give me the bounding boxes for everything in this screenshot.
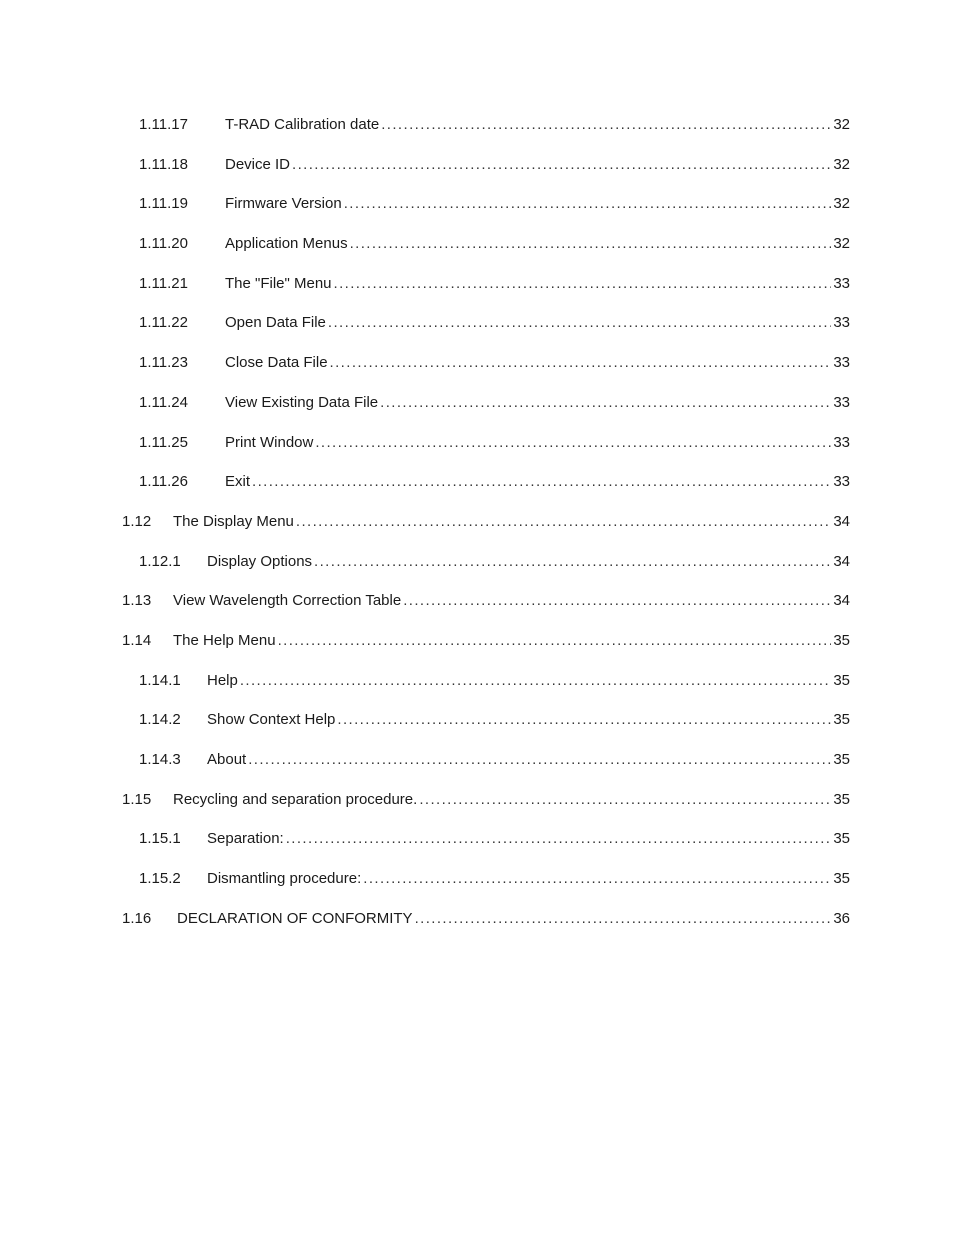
toc-entry-page-number[interactable]: 35 (831, 824, 850, 854)
toc-entry[interactable] (0, 467, 954, 507)
toc-entry-number: 1.12 (122, 512, 152, 530)
toc-dot-leader (334, 269, 850, 299)
toc-entry-leader (173, 507, 850, 537)
toc-entry[interactable] (0, 824, 954, 864)
toc-entry-leader (207, 666, 850, 696)
toc-entry-leader (207, 864, 850, 894)
toc-entry-number: 1.11.23 (139, 354, 188, 372)
toc-entry-page-number[interactable]: 33 (831, 428, 850, 458)
toc-entry[interactable] (0, 388, 954, 428)
table-of-contents (0, 110, 954, 943)
toc-dot-leader (252, 467, 850, 497)
toc-entry-number: 1.11.19 (139, 195, 188, 213)
toc-entry-leader (173, 586, 850, 616)
toc-entry-title[interactable]: Help (207, 666, 240, 696)
toc-entry-number: 1.11.20 (139, 235, 188, 253)
toc-entry-title[interactable]: The "File" Menu (225, 269, 334, 299)
toc-entry-page-number[interactable]: 32 (831, 189, 850, 219)
toc-entry-page-number[interactable]: 33 (831, 269, 850, 299)
toc-dot-leader (315, 428, 850, 458)
toc-entry-title[interactable]: Application Menus (225, 229, 350, 259)
toc-entry-number: 1.11.25 (139, 433, 188, 451)
toc-entry-number: 1.14.3 (139, 751, 181, 768)
toc-entry-number: 1.11.22 (139, 314, 188, 332)
toc-entry-leader (173, 785, 850, 815)
toc-entry-number: 1.15 (122, 790, 152, 808)
toc-entry[interactable] (0, 428, 954, 468)
toc-entry-page-number[interactable]: 35 (831, 705, 850, 735)
toc-entry-title[interactable]: Firmware Version (225, 189, 344, 219)
toc-entry-leader (225, 348, 850, 378)
toc-entry-page-number[interactable]: 32 (831, 110, 850, 140)
toc-entry[interactable] (0, 308, 954, 348)
toc-entry[interactable] (0, 785, 954, 825)
toc-entry-number: 1.13 (122, 592, 152, 610)
toc-dot-leader (419, 785, 850, 815)
toc-entry-title[interactable]: Print Window (225, 428, 315, 458)
toc-entry-page-number[interactable]: 35 (831, 864, 850, 894)
toc-dot-leader (344, 189, 850, 219)
toc-entry-title[interactable]: Exit (225, 467, 252, 497)
toc-entry-title[interactable]: About (207, 745, 248, 775)
toc-entry[interactable] (0, 150, 954, 190)
toc-entry-number: 1.16 (122, 909, 152, 927)
toc-entry-leader (207, 745, 850, 775)
toc-dot-leader (415, 904, 850, 934)
toc-entry-leader (225, 269, 850, 299)
toc-entry-page-number[interactable]: 32 (831, 229, 850, 259)
toc-dot-leader (330, 348, 850, 378)
toc-entry-leader (225, 229, 850, 259)
toc-entry-leader (173, 626, 850, 656)
toc-entry-leader (225, 388, 850, 418)
toc-entry-page-number[interactable]: 33 (831, 388, 850, 418)
toc-entry-number: 1.14.1 (139, 671, 181, 689)
toc-dot-leader (314, 547, 850, 577)
toc-dot-leader (328, 308, 850, 338)
toc-entry-title[interactable]: DECLARATION OF CONFORMITY (177, 904, 415, 934)
toc-entry-leader (177, 904, 850, 934)
toc-entry-page-number[interactable]: 35 (831, 785, 850, 815)
toc-entry[interactable] (0, 586, 954, 626)
toc-entry-title[interactable]: The Help Menu (173, 626, 278, 656)
toc-entry-page-number[interactable]: 33 (831, 467, 850, 497)
toc-entry-page-number[interactable]: 35 (831, 626, 850, 656)
toc-entry-page-number[interactable]: 35 (831, 745, 850, 775)
toc-entry-title[interactable]: The Display Menu (173, 507, 296, 537)
toc-entry-title[interactable]: Close Data File (225, 348, 330, 378)
toc-entry[interactable] (0, 348, 954, 388)
toc-entry[interactable] (0, 507, 954, 547)
toc-entry[interactable] (0, 864, 954, 904)
toc-dot-leader (363, 864, 850, 894)
toc-entry-title[interactable]: T-RAD Calibration date (225, 110, 381, 140)
toc-entry[interactable] (0, 705, 954, 745)
toc-entry-number: 1.14.2 (139, 711, 181, 729)
toc-entry[interactable] (0, 666, 954, 706)
toc-dot-leader (350, 229, 850, 259)
toc-entry[interactable] (0, 110, 954, 150)
toc-entry[interactable] (0, 269, 954, 309)
toc-entry-page-number[interactable]: 32 (831, 150, 850, 180)
toc-entry-number: 1.11.17 (139, 116, 188, 133)
toc-entry-leader (207, 547, 850, 577)
toc-entry-number: 1.15.2 (139, 870, 181, 888)
toc-entry-title[interactable]: View Existing Data File (225, 388, 380, 418)
toc-dot-leader (292, 150, 850, 180)
toc-entry-page-number[interactable]: 34 (831, 586, 850, 616)
toc-entry-title[interactable]: Recycling and separation procedure. (173, 785, 419, 815)
toc-entry-page-number[interactable]: 33 (831, 348, 850, 378)
toc-entry-title[interactable]: Separation: (207, 824, 286, 854)
toc-entry-number: 1.11.21 (139, 274, 188, 292)
toc-entry[interactable] (0, 626, 954, 666)
toc-dot-leader (403, 586, 850, 616)
toc-entry-number: 1.11.26 (139, 473, 188, 491)
toc-entry-leader (225, 150, 850, 180)
toc-entry-leader (207, 705, 850, 735)
toc-dot-leader (248, 745, 850, 775)
toc-dot-leader (337, 705, 850, 735)
toc-entry-number: 1.15.1 (139, 830, 181, 848)
toc-dot-leader (380, 388, 850, 418)
toc-entry-page-number[interactable]: 34 (831, 547, 850, 577)
toc-entry-page-number[interactable]: 33 (831, 308, 850, 338)
toc-entry-leader (225, 110, 850, 140)
toc-entry-title[interactable]: Display Options (207, 547, 314, 577)
toc-entry-number: 1.12.1 (139, 552, 181, 570)
toc-entry-page-number[interactable]: 35 (831, 666, 850, 696)
toc-entry-title[interactable]: Show Context Help (207, 705, 337, 735)
toc-entry-leader (225, 189, 850, 219)
toc-dot-leader (381, 110, 850, 140)
toc-entry[interactable] (0, 229, 954, 269)
toc-dot-leader (296, 507, 850, 537)
toc-entry-leader (225, 428, 850, 458)
toc-entry-title[interactable]: Dismantling procedure: (207, 864, 363, 894)
toc-entry-number: 1.11.18 (139, 155, 188, 173)
toc-entry[interactable] (0, 547, 954, 587)
toc-entry-title[interactable]: Device ID (225, 150, 292, 180)
toc-entry-title[interactable]: Open Data File (225, 308, 328, 338)
toc-entry-number: 1.11.24 (139, 393, 188, 411)
toc-entry-leader (225, 467, 850, 497)
toc-entry[interactable] (0, 189, 954, 229)
toc-entry-number: 1.14 (122, 631, 152, 649)
toc-entry-page-number[interactable]: 34 (831, 507, 850, 537)
toc-entry-leader (207, 824, 850, 854)
toc-entry-page-number[interactable]: 36 (831, 904, 850, 934)
toc-entry-title[interactable]: View Wavelength Correction Table (173, 586, 403, 616)
toc-entry-leader (225, 308, 850, 338)
toc-entry[interactable] (0, 745, 954, 785)
toc-dot-leader (278, 626, 850, 656)
toc-dot-leader (286, 824, 850, 854)
toc-entry[interactable] (0, 904, 954, 944)
toc-dot-leader (240, 666, 850, 696)
